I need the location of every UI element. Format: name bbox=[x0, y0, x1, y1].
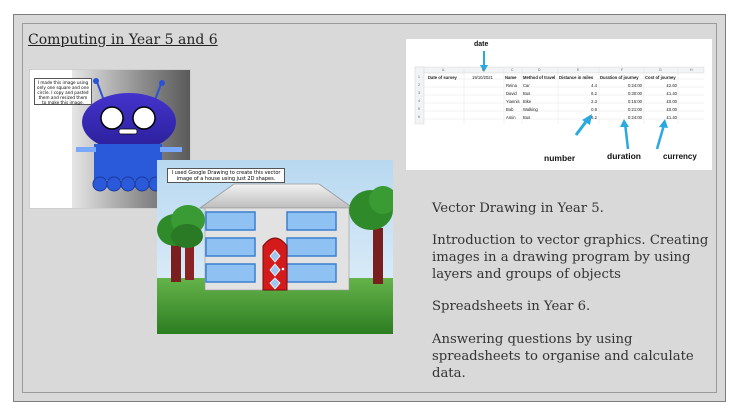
cell-duration: 0:21:00 bbox=[628, 106, 642, 112]
duration-annotation: duration bbox=[607, 151, 641, 161]
cell-cost: £0.00 bbox=[666, 98, 677, 104]
cell-distance: 4.4 bbox=[591, 82, 597, 88]
spreadsheet-drawing bbox=[406, 39, 712, 170]
column-header: Distance in miles bbox=[559, 74, 594, 80]
cell-method: Bike bbox=[523, 98, 532, 104]
cell-name: David bbox=[506, 90, 517, 96]
spreadsheet-image bbox=[406, 39, 712, 170]
column-letter: D bbox=[538, 67, 541, 72]
row-number: 6 bbox=[418, 114, 420, 119]
column-letter: C bbox=[511, 67, 514, 72]
column-letter: H bbox=[690, 67, 693, 72]
date-value: 19/10/2021 bbox=[472, 74, 493, 80]
cell-duration: 0:30:00 bbox=[628, 90, 642, 96]
cell-cost: £1.40 bbox=[666, 90, 677, 96]
cell-method: Bus bbox=[523, 114, 531, 120]
house-caption: I used Google Drawing to create this vector image of a house using just 2D shapes. bbox=[167, 168, 285, 183]
date-label: Date of survey bbox=[428, 74, 457, 80]
cell-cost: £0.00 bbox=[666, 106, 677, 112]
year5-description: Introduction to vector graphics. Creating images in a drawing program by using layers and groups of objects bbox=[432, 233, 709, 282]
cell-cost: £2.60 bbox=[666, 82, 677, 88]
row-number: 1 bbox=[418, 74, 420, 79]
cell-name: Yiannis bbox=[506, 98, 520, 104]
page-title: Computing in Year 5 and 6 bbox=[28, 32, 218, 48]
cell-distance: 0.9 bbox=[591, 106, 597, 112]
robot-note: I made this image using only one square and one circle. I copy and pasted them and resized them to make this image. bbox=[34, 78, 92, 105]
house-image bbox=[157, 160, 393, 334]
year5-heading: Vector Drawing in Year 5. bbox=[432, 201, 604, 216]
column-letter: F bbox=[621, 67, 624, 72]
cell-cost: £1.40 bbox=[666, 114, 677, 120]
column-header: Name bbox=[505, 74, 517, 80]
cell-name: Amin bbox=[506, 114, 516, 120]
cell-duration: 0:24:00 bbox=[628, 114, 642, 120]
column-letter: B bbox=[482, 67, 485, 72]
cell-method: Car bbox=[523, 82, 530, 88]
year6-description: Answering questions by using spreadsheets to organise and calculate data. bbox=[432, 332, 694, 381]
row-number: 4 bbox=[418, 98, 420, 103]
column-letter: G bbox=[659, 67, 662, 72]
column-letter: A bbox=[442, 67, 445, 72]
cell-method: Bus bbox=[523, 90, 531, 96]
row-number: 5 bbox=[418, 106, 420, 111]
column-header: Duration of journey bbox=[600, 74, 639, 80]
cell-method: Walking bbox=[523, 106, 538, 112]
column-header: Method of travel bbox=[523, 74, 556, 80]
row-number: 2 bbox=[418, 82, 420, 87]
cell-name: Reina bbox=[506, 82, 517, 88]
currency-annotation: currency bbox=[663, 152, 697, 161]
row-number: 3 bbox=[418, 90, 420, 95]
column-letter: E bbox=[577, 67, 580, 72]
cell-duration: 0:24:00 bbox=[628, 82, 642, 88]
cell-name: Bob bbox=[506, 106, 514, 112]
number-annotation: number bbox=[544, 153, 576, 163]
house-drawing bbox=[157, 160, 393, 334]
cell-duration: 0:15:00 bbox=[628, 98, 642, 104]
column-header: Cost of journey bbox=[645, 74, 676, 80]
cell-distance: 6.2 bbox=[591, 114, 597, 120]
year6-heading: Spreadsheets in Year 6. bbox=[432, 299, 591, 314]
date-annotation: date bbox=[474, 41, 489, 48]
cell-distance: 6.2 bbox=[591, 90, 597, 96]
cell-distance: 2.3 bbox=[591, 98, 597, 104]
